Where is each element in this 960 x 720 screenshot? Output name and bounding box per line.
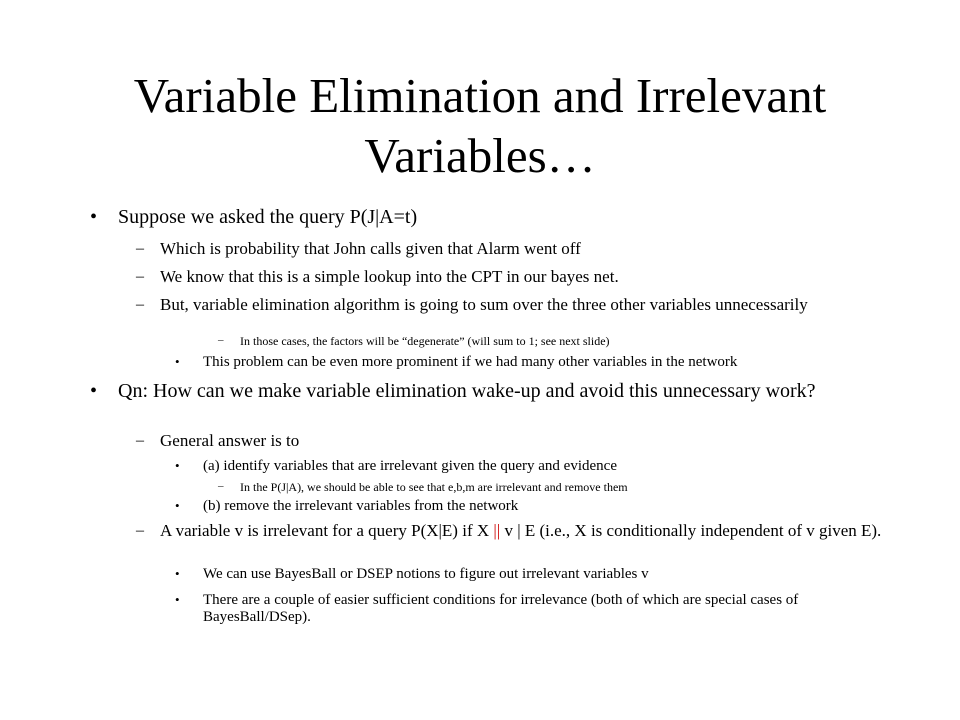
- bullet-marker: •: [90, 206, 98, 228]
- bullet-text: (a) identify variables that are irrelevant given the query and evidence: [203, 458, 617, 474]
- bullet-text: This problem can be even more prominent if we had many other variables in the network: [203, 354, 738, 370]
- bullet-marker: •: [175, 498, 180, 513]
- bullet-text: Suppose we asked the query P(J|A=t): [118, 206, 418, 228]
- bullet-text: Qn: How can we make variable elimination wake-up and avoid this unnecessary work?: [118, 380, 816, 402]
- dash-marker: –: [136, 296, 144, 313]
- dash-marker: –: [218, 480, 224, 492]
- definition-text-before: A variable v is irrelevant for a query P(X|E) if X: [160, 521, 494, 540]
- bullet-marker: •: [175, 592, 180, 607]
- bullet-text: We can use BayesBall or DSEP notions to figure out irrelevant variables v: [203, 566, 649, 582]
- dash-marker: –: [136, 522, 144, 539]
- independence-symbol: ||: [493, 521, 501, 540]
- bullet-text: In the P(J|A), we should be able to see that e,b,m are irrelevant and remove them: [240, 480, 628, 494]
- definition-text-after: v | E (i.e., X is conditionally independent of v given E).: [500, 521, 882, 540]
- dash-marker: –: [218, 334, 224, 346]
- bullet-marker: •: [175, 458, 180, 473]
- dash-marker: –: [136, 268, 144, 285]
- bullet-marker: •: [175, 566, 180, 581]
- bullet-text: In those cases, the factors will be “degenerate” (will sum to 1; see next slide): [240, 334, 610, 348]
- bullet-text: [160, 522, 900, 540]
- dash-marker: –: [136, 240, 144, 257]
- bullet-text: (b) remove the irrelevant variables from the network: [203, 498, 519, 514]
- bullet-text: We know that this is a simple lookup into the CPT in our bayes net.: [160, 267, 619, 286]
- bullet-text: But, variable elimination algorithm is going to sum over the three other variables unnecessarily: [160, 295, 808, 314]
- bullet-marker: •: [175, 354, 180, 369]
- bullet-text: Which is probability that John calls given that Alarm went off: [160, 239, 581, 258]
- bullet-text: There are a couple of easier sufficient conditions for irrelevance (both of which are special cases of BayesBall/DSep).: [203, 592, 799, 625]
- bullet-text: General answer is to: [160, 431, 300, 450]
- dash-marker: –: [136, 432, 144, 449]
- bullet-marker: •: [90, 380, 98, 402]
- slide-title: Variable Elimination and Irrelevant Variables…: [133, 68, 827, 183]
